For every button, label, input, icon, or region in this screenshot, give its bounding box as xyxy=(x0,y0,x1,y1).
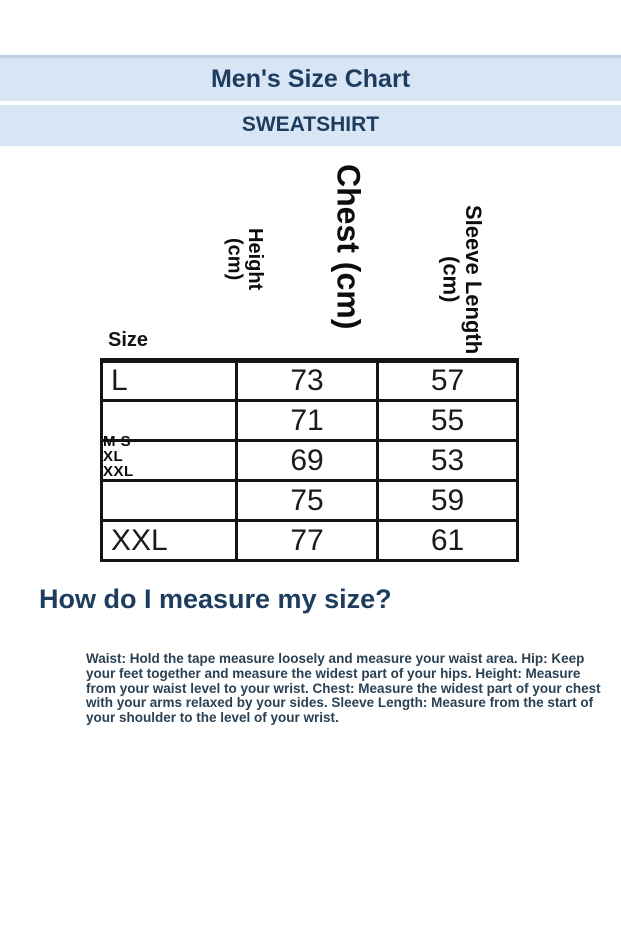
table-row xyxy=(102,521,518,561)
size-table xyxy=(100,358,519,562)
overlapping-size-label: XL xyxy=(103,448,124,465)
page-title-band xyxy=(0,55,621,101)
chest-cell: 73 xyxy=(237,361,378,401)
column-header-height-line2: (cm) xyxy=(223,237,246,281)
page-subtitle-band xyxy=(0,105,621,146)
size-cell: XXL xyxy=(102,521,237,561)
column-header-sleeve-length xyxy=(439,205,484,354)
measure-section-heading: How do I measure my size? xyxy=(39,584,392,614)
column-header-sleeve-line1: Sleeve Length xyxy=(460,205,486,355)
chest-cell: 77 xyxy=(237,521,378,561)
sleeve-cell: 59 xyxy=(378,481,518,521)
sleeve-cell: 53 xyxy=(378,441,518,481)
column-header-sleeve-line2: (cm) xyxy=(438,256,464,303)
page-subtitle: SWEATSHIRT xyxy=(241,113,380,136)
chest-cell: 75 xyxy=(237,481,378,521)
chest-cell: 69 xyxy=(237,441,378,481)
size-cell xyxy=(102,481,237,521)
column-header-chest xyxy=(332,164,365,329)
page-title: Men's Size Chart xyxy=(210,65,411,93)
column-header-height-line1: Height xyxy=(243,228,266,291)
sleeve-cell: 55 xyxy=(378,401,518,441)
sleeve-cell: 57 xyxy=(378,361,518,401)
table-row xyxy=(102,441,518,481)
overlapping-size-labels xyxy=(103,434,134,479)
measure-instructions-text: Waist: Hold the tape measure loosely and measure your waist area. Hip: Keep your feet together and measure the widest part of your hips. Height: Measure from your waist level to your wrist. Chest: Measure the widest part of your chest with your arms relaxed by your sides. Sleeve Length: Measure from the start of your shoulder to the level of your wrist. xyxy=(86,651,601,726)
overlapping-size-label: M S xyxy=(103,433,132,450)
sleeve-cell: 61 xyxy=(378,521,518,561)
table-row xyxy=(102,481,518,521)
chest-cell: 71 xyxy=(237,401,378,441)
overlapping-size-label: XXL xyxy=(103,463,134,480)
size-column-label: Size xyxy=(108,329,149,351)
column-header-height xyxy=(224,228,265,290)
column-header-chest-line1: Chest (cm) xyxy=(330,164,367,330)
table-row xyxy=(102,401,518,441)
size-cell: L xyxy=(102,361,237,401)
table-row xyxy=(102,361,518,401)
